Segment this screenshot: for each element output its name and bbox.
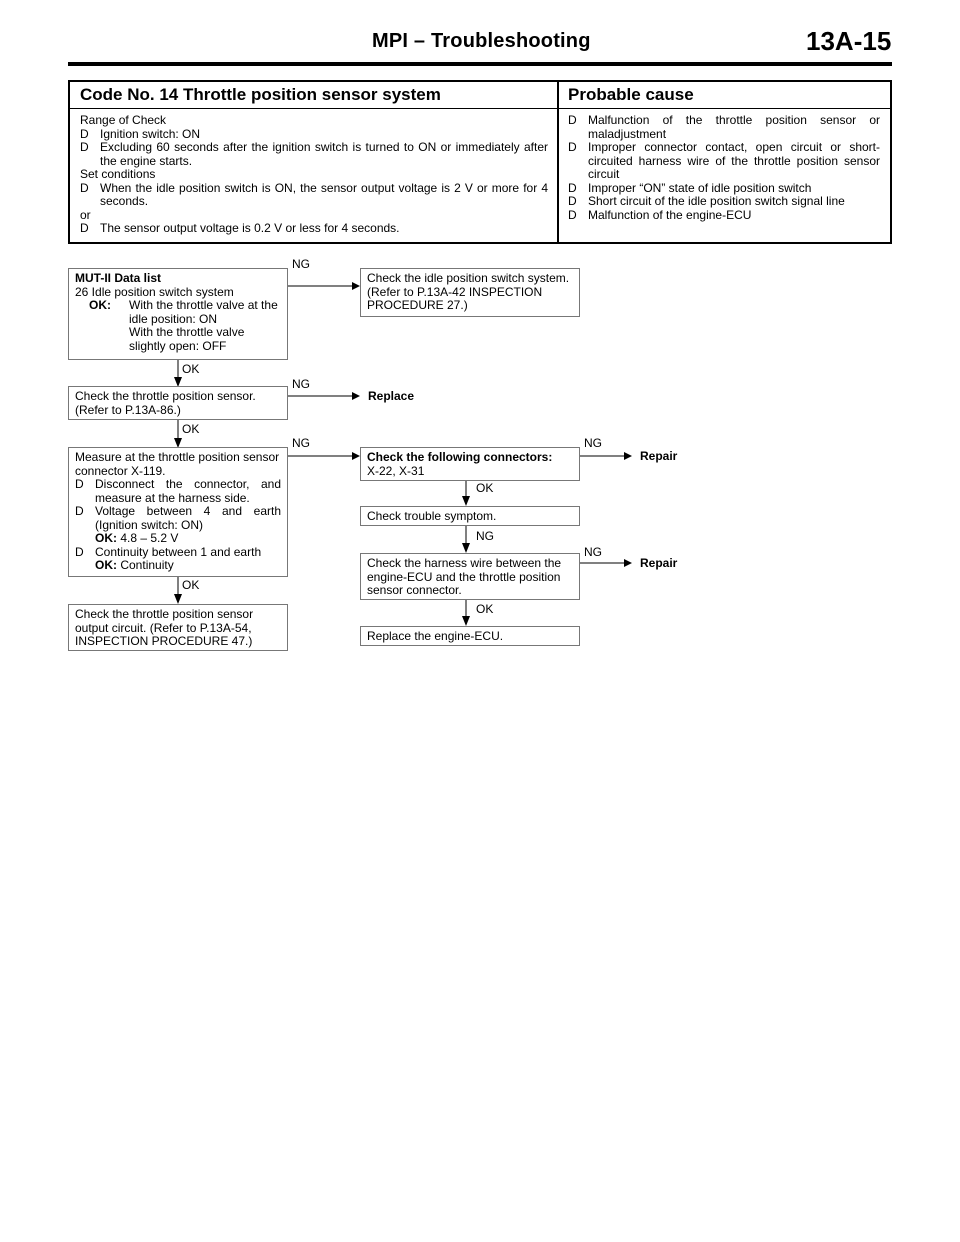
cause-heading: Probable cause [568,85,694,104]
ok-text-2: With the throttle valve slightly open: OFF [129,325,245,353]
bullet-icon: D [568,207,577,222]
bullet-icon: D [80,180,89,195]
bullet-icon: D [568,113,577,127]
list-item: D Short circuit of the idle position switch signal line [568,194,845,208]
arrow-right-icon [352,392,360,400]
step-title: MUT-II Data list [75,271,162,285]
arrow-right-icon [624,559,632,567]
list-item: D Improper connector contact, open circuit or short-circuited harness wire of the throttle position sensor circuit [568,140,880,181]
branch-label-ng: NG [292,436,310,450]
list-item: D Malfunction of the throttle position sensor or maladjustment [568,113,880,141]
bullet-icon: D [75,504,84,518]
bullet-icon: D [75,544,84,559]
result-repair: Repair [640,449,678,463]
page-number: 13A-15 [806,26,892,56]
step-check-harness: Check the harness wire between the engine-ECU and the throttle position sensor connector. [360,553,580,600]
list-item: D Improper “ON” state of idle position switch [568,180,812,195]
ok-text: With the throttle valve at the idle position: ON [129,298,278,326]
ok-criteria: OK: 4.8 – 5.2 V [95,531,179,545]
branch-label-ng: NG [584,436,602,450]
bullet-icon: D [568,194,577,208]
list-item: D The sensor output voltage is 0.2 V or less for 4 seconds. [80,221,400,235]
page-title: MPI – Troubleshooting [372,30,591,52]
bullet-icon: D [80,126,89,141]
branch-label-ng: NG [292,257,310,271]
list-item: D Voltage between 4 and earth (Ignition switch: ON) [75,504,281,532]
arrow-down-icon [462,496,470,506]
step-check-connectors: Check the following connectors: X-22, X-31 [360,447,580,481]
branch-label-ok: OK [476,602,494,616]
bullet-icon: D [568,180,577,195]
list-item: D Ignition switch: ON [80,126,201,141]
result-repair: Repair [640,556,678,570]
result-replace: Replace [368,389,415,403]
or-label: or [80,207,91,222]
set-label: Set conditions [80,167,156,181]
branch-label-ng: NG [584,545,602,559]
arrow-down-icon [462,543,470,553]
bullet-icon: D [80,140,89,154]
step-measure-connector [68,447,288,577]
branch-label-ng: NG [476,529,494,543]
list-item: D Disconnect the connector, and measure at the harness side. [75,477,281,505]
step-check-symptom: Check trouble symptom. [360,506,580,526]
list-item: D Excluding 60 seconds after the ignition switch is turned to ON or immediately after the engine starts. [80,140,548,168]
step-title: Measure at the throttle position sensor connector X-119. [75,450,280,478]
arrow-right-icon [352,282,360,290]
bullet-icon: D [568,140,577,154]
branch-label-ok: OK [182,362,200,376]
step-output-circuit: Check the throttle position sensor output circuit. (Refer to P.13A-54, INSPECTION PROCEDURE 47.) [68,604,288,651]
branch-label-ng: NG [292,377,310,391]
ok-criteria [75,299,281,326]
step-replace-ecu: Replace the engine-ECU. [360,626,580,646]
code-heading: Code No. 14 Throttle position sensor system [80,85,441,104]
step-mut-data-list [68,268,288,360]
arrow-right-icon [624,452,632,460]
arrow-down-icon [462,616,470,626]
arrow-right-icon [352,452,360,460]
ok-criteria: OK: Continuity [95,558,174,572]
branch-label-ok: OK [476,481,494,495]
bullet-icon: D [80,221,89,235]
arrow-down-icon [174,594,182,604]
ok-label: OK: [89,298,111,312]
step-line: 26 Idle position switch system [75,284,234,299]
bullet-icon: D [75,477,84,491]
step-idle-switch-check: Check the idle position switch system. (Refer to P.13A-42 INSPECTION PROCEDURE 27.) [360,268,580,317]
list-item: D When the idle position switch is ON, the sensor output voltage is 2 V or more for 4 seconds. [80,180,548,208]
step-throttle-sensor-check: Check the throttle position sensor. (Refer to P.13A-86.) [68,386,288,420]
branch-label-ok: OK [182,578,200,592]
list-item: D Malfunction of the engine-ECU [568,207,752,222]
branch-label-ok: OK [182,422,200,436]
list-item: D Continuity between 1 and earth [75,544,262,559]
range-label: Range of Check [80,113,167,127]
